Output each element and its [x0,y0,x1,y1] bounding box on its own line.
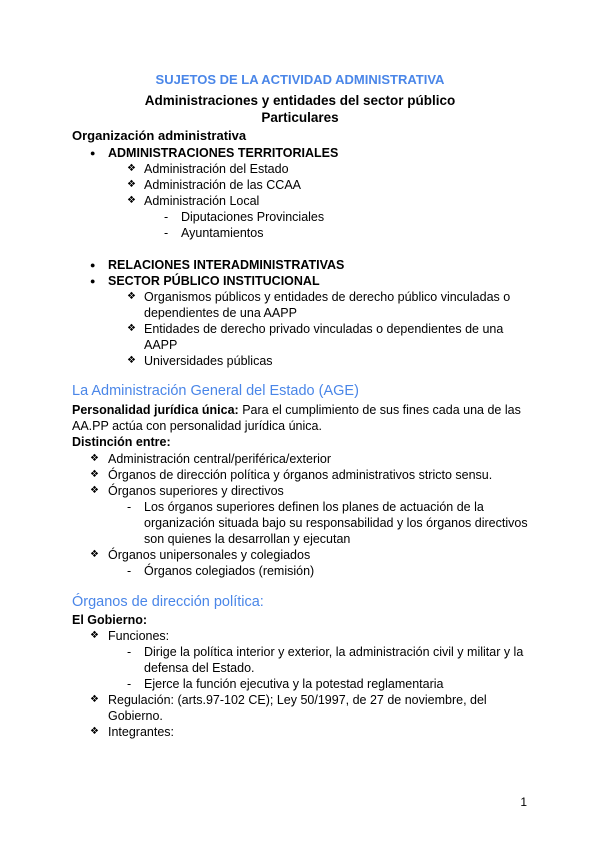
bullet-icon: ● [90,276,96,286]
bullet-icon: ● [90,148,96,158]
list-item: Entidades de derecho privado vinculadas o dependientes de una [144,322,504,336]
list-item: Administración de las CCAA [144,178,302,192]
bullet-icon: ● [90,260,96,270]
relaciones-label: RELACIONES INTERADMINISTRATIVAS [108,258,345,272]
personalidad-text: Para el cumplimiento de sus fines cada una de las [238,403,521,417]
diamond-bullet-icon: ❖ [90,726,99,737]
list-item: Funciones: [108,629,170,643]
subtitle-administraciones: Administraciones y entidades del sector público [144,93,456,108]
list-item: Órganos superiores y directivos [108,484,284,498]
list-item: Ejerce la función ejecutiva y la potestad reglamentaria [144,677,444,691]
list-item: Dirige la política interior y exterior, la administración civil y militar y la [144,645,524,659]
diamond-bullet-icon: ❖ [90,549,99,560]
dash-bullet-icon: - [127,645,132,659]
list-item: Órganos de dirección política y órganos administrativos stricto sensu. [108,468,493,482]
territoriales-label: ADMINISTRACIONES TERRITORIALES [108,146,339,160]
diamond-bullet-icon: ❖ [90,453,99,464]
diamond-bullet-icon: ❖ [90,630,99,641]
list-item: Los órganos superiores definen los planes de actuación de la [144,500,484,514]
personalidad-line [72,402,521,418]
diamond-bullet-icon: ❖ [127,179,136,190]
diamond-bullet-icon: ❖ [127,355,136,366]
list-item-continuation: AAPP [144,338,178,352]
dash-bullet-icon: - [127,500,132,514]
document-title: SUJETOS DE LA ACTIVIDAD ADMINISTRATIVA [155,72,445,87]
list-item: Integrantes: [108,725,175,739]
dash-bullet-icon: - [127,677,132,691]
list-item: Órganos colegiados (remisión) [144,564,315,578]
dash-bullet-icon: - [127,564,132,578]
age-heading: La Administración General del Estado (AGE) [72,383,359,399]
diamond-bullet-icon: ❖ [127,163,136,174]
list-item: Organismos públicos y entidades de derecho público vinculadas o [144,290,511,304]
org-heading: Organización administrativa [72,128,247,143]
diamond-bullet-icon: ❖ [90,694,99,705]
distincion-label: Distinción entre: [72,435,171,449]
list-item-continuation: defensa del Estado. [144,661,255,675]
list-item: Órganos unipersonales y colegiados [108,548,311,562]
list-item-continuation: organización situada bajo su responsabilidad y los órganos directivos [144,516,528,530]
list-item: Regulación: (arts.97-102 CE); Ley 50/1997, de 27 de noviembre, del [108,693,487,707]
list-item-continuation: son quienes la desarrollan y ejecutan [144,532,351,546]
odp-heading: Órganos de dirección política: [72,594,264,610]
diamond-bullet-icon: ❖ [127,195,136,206]
list-item: Administración Local [144,194,260,208]
diamond-bullet-icon: ❖ [90,469,99,480]
diamond-bullet-icon: ❖ [90,485,99,496]
dash-bullet-icon: - [164,226,169,240]
list-item: Administración central/periférica/exterior [108,452,332,466]
list-item: Ayuntamientos [181,226,264,240]
subtitle-particulares: Particulares [261,110,339,125]
list-item: Diputaciones Provinciales [181,210,325,224]
dash-bullet-icon: - [164,210,169,224]
sector-label: SECTOR PÚBLICO INSTITUCIONAL [108,274,320,288]
personalidad-text-continuation: AA.PP actúa con personalidad jurídica única. [72,419,322,433]
list-item-continuation: dependientes de una AAPP [144,306,297,320]
page-number: 1 [520,795,527,809]
list-item-continuation: Gobierno. [108,709,163,723]
diamond-bullet-icon: ❖ [127,323,136,334]
gobierno-label: El Gobierno: [72,613,147,627]
diamond-bullet-icon: ❖ [127,291,136,302]
personalidad-label: Personalidad jurídica única: [72,403,239,417]
list-item: Universidades públicas [144,354,273,368]
list-item: Administración del Estado [144,162,289,176]
